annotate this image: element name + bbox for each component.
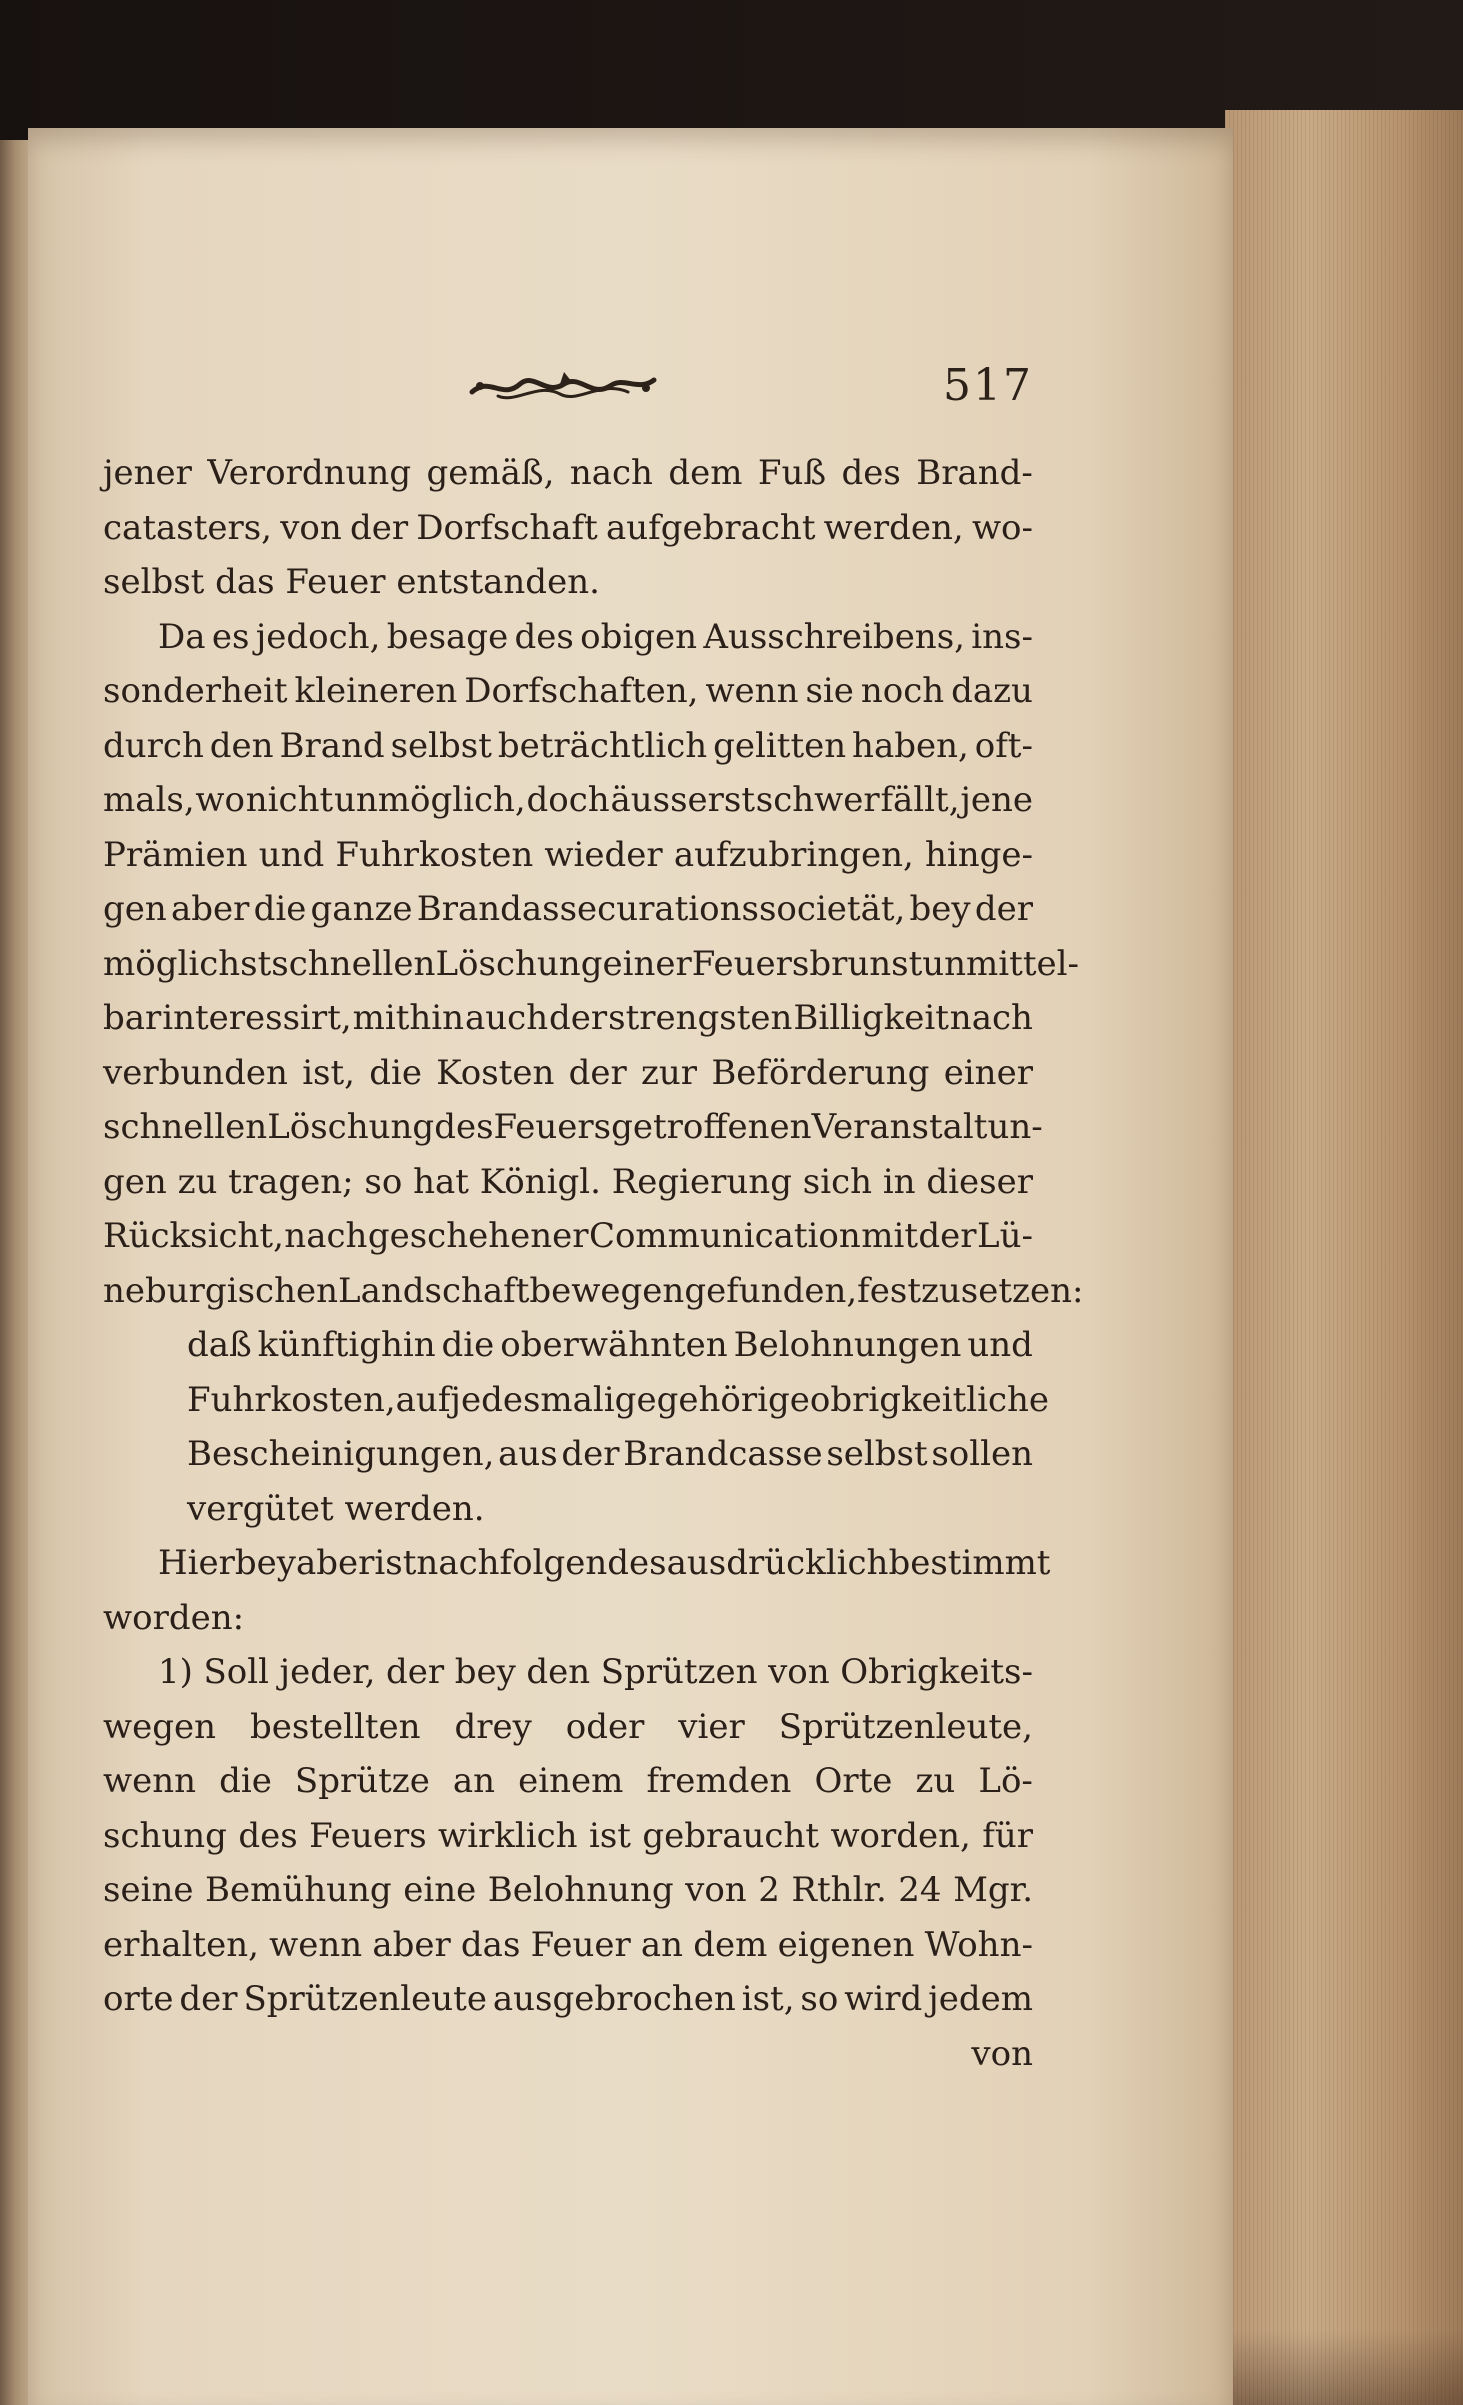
word: Dorfschaft [416, 507, 598, 548]
text-line [103, 1318, 1033, 1373]
book-fore-edge [1225, 110, 1463, 2405]
word: Brandcasse [623, 1434, 823, 1474]
text-line: vergütet werden. [187, 1488, 485, 1529]
word: hinge- [924, 834, 1033, 875]
word: sie [805, 671, 854, 711]
word: Soll [203, 1652, 269, 1692]
word: ausdrücklich [666, 1543, 889, 1583]
word: oft- [974, 725, 1033, 766]
word: der [549, 998, 608, 1038]
word: noch [860, 671, 945, 711]
word: bey [909, 889, 971, 929]
word: Königl. [479, 1161, 601, 1202]
word: dem [693, 1924, 768, 1965]
word: einem [518, 1761, 624, 1801]
word: auf [395, 1379, 451, 1420]
word: Rthlr. [791, 1870, 887, 1910]
header-ornament [468, 366, 658, 408]
word: Sprützenleute [243, 1979, 487, 2019]
text-line [103, 1264, 1084, 1319]
word: schwer [755, 780, 880, 820]
word: Sprützen [600, 1652, 758, 1692]
word: fremden [646, 1761, 792, 1801]
word: oder [565, 1706, 645, 1747]
word: Belohnung [487, 1870, 674, 1910]
word: ausgebrochen [492, 1979, 736, 2019]
word: strengsten [608, 998, 793, 1038]
word: mit [861, 1216, 918, 1256]
word: für [982, 1815, 1033, 1856]
word: orte [103, 1979, 174, 2019]
word: wo [195, 780, 245, 820]
word: des [514, 616, 574, 657]
text-line [103, 1046, 1033, 1101]
word: Orte [814, 1761, 893, 1801]
text-line [103, 1972, 1033, 2027]
text-line [103, 446, 1033, 501]
word: Löschung [267, 1107, 435, 1147]
text-line [103, 1645, 1033, 1700]
word: des [434, 1107, 494, 1147]
word: aus [498, 1434, 558, 1474]
word: vier [678, 1706, 745, 1747]
text-line [103, 882, 1033, 937]
word: auch [465, 998, 549, 1038]
word: jener [103, 453, 192, 493]
text-line [103, 1373, 1050, 1428]
word: wenn [705, 671, 799, 711]
word: Feuersbrunst [691, 943, 923, 984]
word: die [441, 1325, 495, 1365]
word: fällt, [880, 780, 960, 820]
word: worden, [830, 1815, 971, 1856]
word: Verordnung [207, 453, 412, 493]
word: gebraucht [642, 1815, 820, 1856]
word: einer [943, 1052, 1033, 1093]
book-page [28, 128, 1233, 2405]
text-line [103, 1918, 1033, 1973]
word: bey [454, 1652, 516, 1692]
word: eine [403, 1870, 477, 1910]
word: verbunden [103, 1052, 288, 1093]
word: das [460, 1924, 521, 1965]
text-line: selbst das Feuer entstanden. [103, 562, 600, 602]
word: gemäß, [426, 453, 555, 493]
word: obigen [580, 616, 698, 657]
word: ins- [971, 616, 1033, 657]
word: den [526, 1652, 591, 1692]
word: wenn [269, 1924, 363, 1965]
word: der [918, 1216, 977, 1256]
word: Brand- [916, 453, 1033, 493]
word: ganze [310, 889, 413, 929]
word: Brand [279, 725, 385, 766]
word: zu [177, 1161, 218, 1202]
word: drey [454, 1706, 532, 1747]
word: Landschaft [337, 1270, 530, 1311]
word: ist [588, 1815, 631, 1856]
word: gen [103, 889, 167, 929]
word: Prämien [103, 834, 248, 875]
word: Lü- [976, 1216, 1033, 1256]
word: Veranstaltun- [811, 1107, 1043, 1147]
word: catasters, [103, 507, 272, 548]
word: Sprütze [294, 1761, 430, 1801]
word: Rücksicht, [103, 1216, 284, 1256]
word: getroffenen [611, 1107, 812, 1147]
word: Fuhrkosten [335, 834, 534, 875]
word: schung [103, 1815, 227, 1856]
word: werden, [823, 507, 964, 548]
word: hat [413, 1161, 469, 1202]
word: Bemühung [205, 1870, 392, 1910]
body-text [103, 446, 1084, 2081]
word: der [349, 507, 409, 548]
word: in [882, 1161, 916, 1202]
word: der [568, 1052, 627, 1093]
word: an [452, 1761, 496, 1801]
word: gehörige [656, 1379, 810, 1420]
word: haben, [852, 725, 969, 766]
word: die [219, 1761, 272, 1801]
word: die [369, 1052, 422, 1093]
word: es [211, 616, 250, 657]
word: bar [103, 998, 162, 1038]
word: obrigkeitliche [809, 1379, 1050, 1420]
word: mithin [352, 998, 465, 1038]
text-line [103, 501, 1033, 556]
word: interessirt, [162, 998, 352, 1038]
word: nicht [245, 780, 334, 820]
word: Kosten [436, 1052, 555, 1093]
word: Löschung [435, 943, 603, 984]
word: Hierbey [158, 1543, 296, 1583]
word: gen [103, 1161, 167, 1202]
text-line [103, 1754, 1033, 1809]
word: gefunden, [684, 1270, 858, 1311]
word: ist, [741, 1979, 795, 2019]
word: nach [284, 1216, 368, 1256]
word: und [967, 1325, 1033, 1365]
word: ist [374, 1543, 417, 1583]
word: Regierung [611, 1161, 792, 1202]
word: besage [386, 616, 509, 657]
word: dem [668, 453, 743, 493]
word: ist, [302, 1052, 355, 1093]
word: Communication [588, 1216, 861, 1256]
word: Belohnungen [733, 1325, 962, 1365]
word: wo- [971, 507, 1033, 548]
word: den [209, 725, 274, 766]
page-number: 517 [943, 360, 1033, 411]
word: künftighin [257, 1325, 436, 1365]
word: nach [569, 453, 653, 493]
word: sollen [931, 1434, 1033, 1474]
word: wegen [103, 1706, 217, 1747]
word: doch [526, 780, 610, 820]
text-line [103, 610, 1033, 665]
word: neburgischen [103, 1270, 338, 1311]
text-line [103, 1427, 1033, 1482]
word: aber [372, 1924, 451, 1965]
word: Brandassecurationssocietät, [416, 889, 906, 929]
word: dieser [926, 1161, 1033, 1202]
word: beträchtlich [497, 725, 708, 766]
word: der [561, 1434, 620, 1474]
word: so [800, 1979, 839, 2019]
word: zur [640, 1052, 698, 1093]
word: Feuer [530, 1924, 631, 1965]
word: aber [296, 1543, 375, 1583]
word: unmöglich, [333, 780, 526, 820]
word: 24 [898, 1870, 942, 1910]
word: Ausschreibens, [703, 616, 965, 657]
word: Beförderung [711, 1052, 930, 1093]
word: der [179, 1979, 238, 2019]
text-line: worden: [103, 1597, 245, 1638]
word: des [238, 1815, 298, 1856]
text-line [103, 664, 1033, 719]
word: aufgebracht [605, 507, 816, 548]
word: jeder, [279, 1652, 376, 1692]
word: erhalten, [103, 1924, 259, 1965]
word: Feuers [309, 1815, 427, 1856]
text-line [103, 1863, 1033, 1918]
word: wird [844, 1979, 923, 2019]
word: zu [915, 1761, 956, 1801]
text-line [103, 991, 1033, 1046]
word: Lö- [978, 1761, 1033, 1801]
word: bewegen [529, 1270, 685, 1311]
word: jedoch, [255, 616, 381, 657]
text-line [103, 828, 1033, 883]
word: festzusetzen: [857, 1270, 1084, 1311]
word: tragen; [228, 1161, 354, 1202]
word: aber [170, 889, 250, 929]
text-line [103, 1100, 1043, 1155]
text-line [103, 1536, 1051, 1591]
word: und [258, 834, 325, 875]
word: kleineren [294, 671, 458, 711]
word: bestimmt [888, 1543, 1051, 1583]
word: Obrigkeits- [840, 1652, 1033, 1692]
word: mals, [103, 780, 195, 820]
word: selbst [826, 1434, 928, 1474]
word: oberwähnten [500, 1325, 728, 1365]
text-line [103, 1209, 1033, 1264]
word: von [280, 507, 342, 548]
word: Feuers [493, 1107, 612, 1147]
word: 2 [758, 1870, 780, 1910]
word: seine [103, 1870, 194, 1910]
word: der [385, 1652, 445, 1692]
word: daß [187, 1325, 252, 1365]
catchword: von [971, 2033, 1033, 2074]
word: jedem [928, 1979, 1033, 2019]
word: gelitten [713, 725, 847, 766]
word: bestellten [249, 1706, 421, 1747]
word: wenn [103, 1761, 197, 1801]
word: schnellen [103, 1107, 268, 1147]
text-line [103, 1700, 1033, 1755]
word: dazu [951, 671, 1033, 711]
text-line [103, 719, 1033, 774]
word: an [640, 1924, 684, 1965]
word: Fuß [757, 453, 827, 493]
word: von [685, 1870, 747, 1910]
word: Billigkeit [793, 998, 949, 1038]
word: Bescheinigungen, [187, 1434, 495, 1474]
word: geschehener [367, 1216, 589, 1256]
word: Dorfschaften, [464, 671, 699, 711]
word: nach [949, 998, 1033, 1038]
word: des [841, 453, 901, 493]
word: die [253, 889, 307, 929]
word: Fuhrkosten, [187, 1379, 396, 1420]
word: nachfolgendes [416, 1543, 667, 1583]
word: sonderheit [103, 671, 288, 711]
word: jedesmalige [450, 1379, 657, 1420]
word: einer [602, 943, 692, 984]
word: eigenen [777, 1924, 915, 1965]
word: unmittel- [922, 943, 1079, 984]
word: Mgr. [953, 1870, 1033, 1910]
word: Sprützenleute, [778, 1706, 1033, 1747]
word: schnellen [271, 943, 436, 984]
text-line [103, 937, 1079, 992]
word: von [768, 1652, 830, 1692]
word: wieder [544, 834, 663, 875]
word: Wohn- [924, 1924, 1033, 1965]
word: selbst [390, 725, 492, 766]
fore-edge-shadow [1225, 2330, 1463, 2405]
word: jene [960, 780, 1033, 820]
word: wirklich [438, 1815, 578, 1856]
word: möglichst [103, 943, 272, 984]
word: der [974, 889, 1033, 929]
word: äusserst [610, 780, 756, 820]
text-line [103, 773, 1033, 828]
word: aufzubringen, [673, 834, 914, 875]
text-line [103, 1155, 1033, 1210]
word: Da [158, 616, 206, 657]
word: so [364, 1161, 403, 1202]
word: durch [103, 725, 204, 766]
text-line [103, 1809, 1033, 1864]
word: sich [802, 1161, 873, 1202]
word: 1) [158, 1652, 193, 1692]
